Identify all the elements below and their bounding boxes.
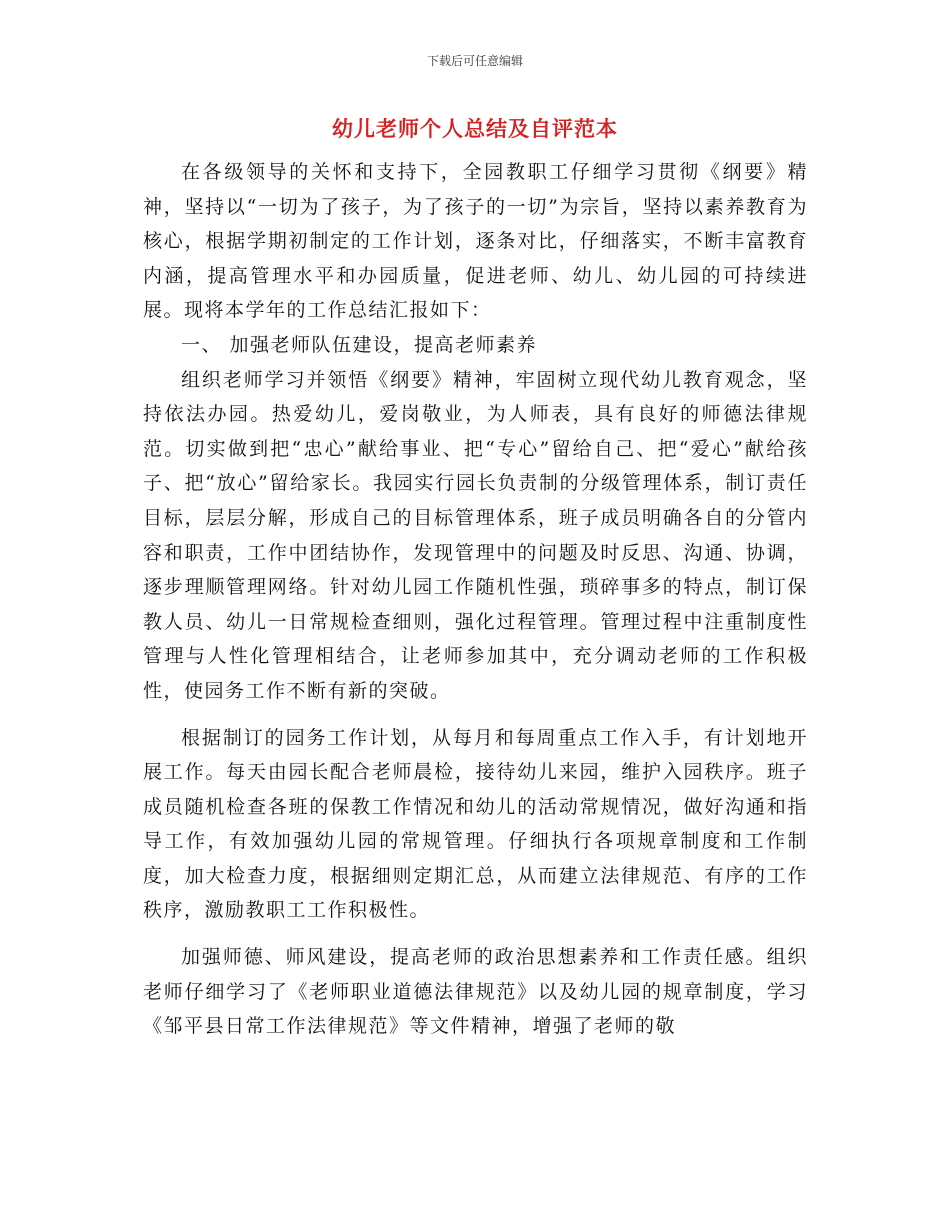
section-heading-1: 一、 加强老师队伍建设，提高老师素养 [181,333,538,356]
document-body [143,155,808,1044]
document-title: 幼儿老师个人总结及自评范本 [332,117,618,141]
paragraph-section1-a: 组织老师学习并领悟《纲要》精神，牢固树立现代幼儿教育观念，坚持依法办园。热爱幼儿，爱岗敬业，为人师表，具有良好的师德法律规范。切实做到把“忠心”献给事业、把“专心”留给自己、把“爱心”献给孩子、把“放心”留给家长。我园实行园长负责制的分级管理体系，制订责任目标，层层分解，形成自己的目标管理体系，班子成员明确各自的分管内容和职责，工作中团结协作，发现管理中的问题及时反思、沟通、协调，逐步理顺管理网络。针对幼儿园工作随机性强，琐碎事多的特点，制订保教人员、幼儿一日常规检查细则，强化过程管理。管理过程中注重制度性管理与人性化管理相结合，让老师参加其中，充分调动老师的工作积极性，使园务工作不断有新的突破。 [143,368,808,702]
paragraph-section1-c: 加强师德、师风建设，提高老师的政治思想素养和工作责任感。组织老师仔细学习了《老师职业道德法律规范》以及幼儿园的规章制度，学习《邹平县日常工作法律规范》等文件精神，增强了老师的敬 [143,946,808,1038]
paragraph-intro: 在各级领导的关怀和支持下，全园教职工仔细学习贯彻《纲要》精神，坚持以“一切为了孩子，为了孩子的一切”为宗旨，坚持以素养教育为核心，根据学期初制定的工作计划，逐条对比，仔细落实，不断丰富教育内涵，提高管理水平和办园质量，促进老师、幼儿、幼儿园的可持续进展。现将本学年的工作总结汇报如下： [143,161,808,322]
page-header-note: 下载后可任意编辑 [426,54,523,68]
paragraph-section1-b: 根据制订的园务工作计划，从每月和每周重点工作入手，有计划地开展工作。每天由园长配合老师晨检，接待幼儿来园，维护入园秩序。班子成员随机检查各班的保教工作情况和幼儿的活动常规情况，做好沟通和指导工作，有效加强幼儿园的常规管理。仔细执行各项规章制度和工作制度，加大检查力度，根据细则定期汇总，从而建立法律规范、有序的工作秩序，激励教职工工作积极性。 [143,726,808,922]
